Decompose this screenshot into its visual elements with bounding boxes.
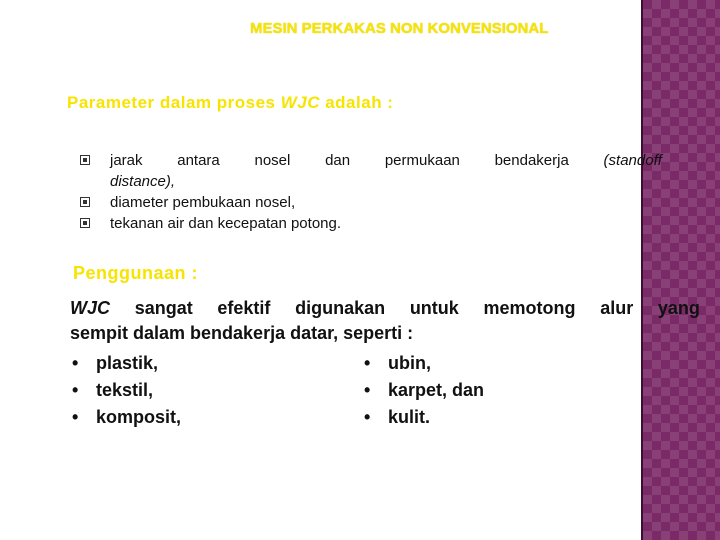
usage-item-text: plastik,	[96, 353, 159, 373]
bullet-dot-icon: •	[364, 380, 371, 400]
usage-description	[70, 296, 700, 346]
usage-heading: Penggunaan :	[73, 263, 199, 283]
parameter-word: dan	[325, 152, 351, 169]
usage-word: alur	[600, 298, 634, 318]
parameter-word: permukaan	[384, 152, 460, 169]
usage-list-left	[72, 350, 181, 431]
parameter-item-text: tekanan air dan kecepatan potong.	[110, 215, 342, 232]
parameter-item	[80, 192, 670, 213]
usage-description-row1	[70, 296, 700, 321]
usage-item-text: tekstil,	[96, 380, 154, 400]
usage-item	[72, 377, 181, 404]
usage-item-text: karpet, dan	[388, 380, 485, 400]
usage-list-right	[364, 350, 484, 431]
parameter-item	[80, 213, 670, 234]
usage-item-text: kulit.	[388, 407, 431, 427]
parameter-heading-wjc: WJC	[280, 93, 320, 112]
parameter-word: bendakerja	[494, 152, 569, 169]
slide-header-title: MESIN PERKAKAS NON KONVENSIONAL	[250, 20, 549, 37]
usage-item-text: ubin,	[388, 353, 431, 373]
parameter-word: antara	[177, 152, 220, 169]
usage-word: untuk	[409, 298, 459, 318]
usage-word: efektif	[217, 298, 271, 318]
usage-description-row2: sempit dalam bendakerja datar, seperti :	[70, 323, 414, 343]
bullet-dot-icon: •	[72, 380, 79, 400]
parameter-word: (standoff	[603, 152, 662, 169]
usage-item	[364, 350, 484, 377]
square-bullet-icon	[80, 155, 90, 165]
usage-item	[72, 404, 181, 431]
usage-word: digunakan	[295, 298, 386, 318]
parameter-item-line1	[110, 150, 662, 171]
parameter-heading-prefix: Parameter dalam proses	[67, 93, 281, 112]
parameter-word: nosel	[254, 152, 291, 169]
bullet-dot-icon: •	[72, 353, 79, 373]
bullet-dot-icon: •	[364, 407, 371, 427]
bullet-dot-icon: •	[72, 407, 79, 427]
usage-word: memotong	[483, 298, 576, 318]
parameter-item	[80, 150, 670, 192]
bullet-dot-icon: •	[364, 353, 371, 373]
parameter-heading	[67, 93, 393, 113]
parameter-list	[80, 150, 670, 234]
usage-item-text: komposit,	[96, 407, 182, 427]
usage-word: sangat	[134, 298, 193, 318]
decorative-side-band	[643, 0, 720, 540]
parameter-item-line2: distance),	[110, 173, 176, 190]
usage-word-wjc: WJC	[70, 298, 110, 318]
square-bullet-icon	[80, 218, 90, 228]
parameter-item-text: diameter pembukaan nosel,	[110, 194, 296, 211]
parameter-heading-suffix: adalah :	[320, 93, 394, 112]
usage-item	[72, 350, 181, 377]
square-bullet-icon	[80, 197, 90, 207]
usage-item	[364, 404, 484, 431]
usage-word: yang	[657, 298, 700, 318]
usage-item	[364, 377, 484, 404]
parameter-word: jarak	[110, 152, 143, 169]
